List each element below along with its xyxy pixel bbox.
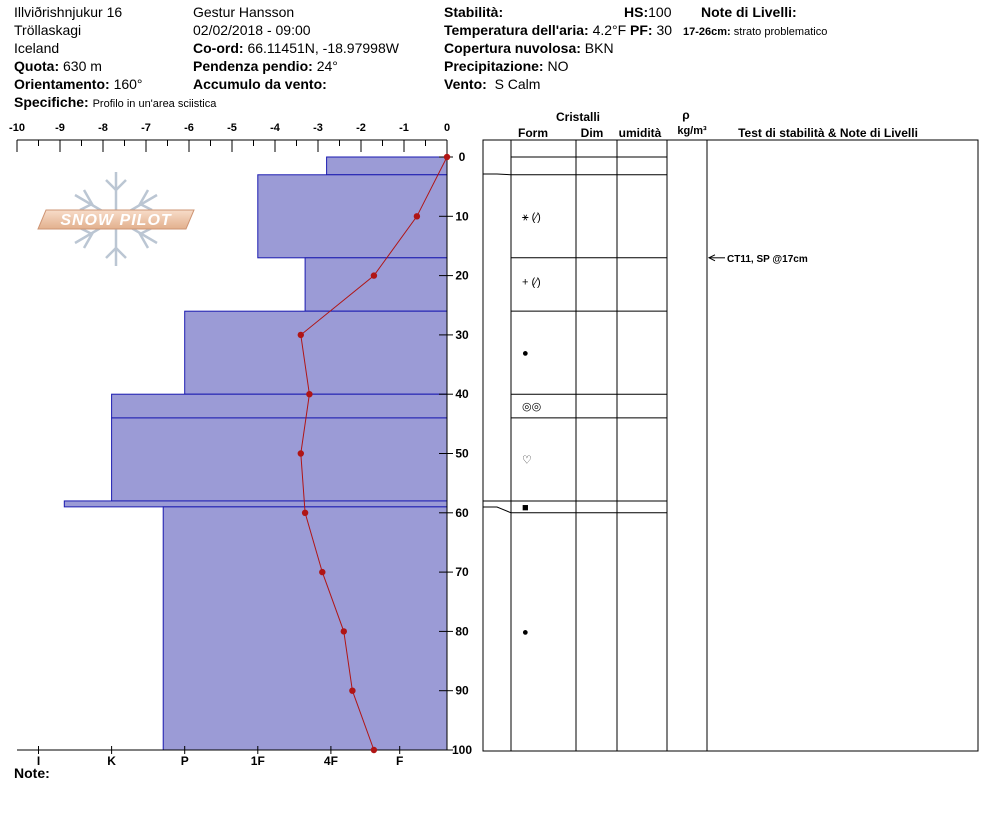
grain-form-symbol: ◎◎ — [522, 401, 542, 414]
hardness-layer-7 — [163, 507, 447, 750]
temperature-point — [298, 332, 304, 338]
temperature-tick-label: -4 — [270, 122, 280, 134]
layer-connector — [483, 507, 511, 513]
temperature-tick-label: 0 — [443, 122, 451, 134]
col-cristalli: Cristalli — [555, 110, 601, 124]
crystal-table-frame — [483, 140, 978, 751]
hardness-tick-label: 1F — [250, 754, 265, 768]
temperature-point — [414, 213, 420, 219]
layer-note-text: strato problematico — [733, 26, 828, 38]
col-rho: ρ — [682, 108, 690, 122]
specifiche-value: Profilo in un'area sciistica — [92, 98, 217, 110]
hardness-profile — [64, 157, 447, 750]
temperature-tick-label: -7 — [141, 122, 151, 134]
hardness-layer-5 — [112, 418, 447, 501]
temperature-point — [319, 569, 325, 575]
logo-text: SNOW PILOT — [60, 212, 172, 229]
hardness-layer-4 — [112, 394, 447, 418]
hardness-layer-0 — [327, 157, 447, 175]
hardness-tick-label: P — [180, 754, 189, 768]
temperature-point — [444, 154, 450, 160]
observer-datetime: 02/02/2018 - 09:00 — [193, 22, 311, 38]
quota-value: 630 m — [63, 58, 102, 74]
temperature-point — [298, 450, 304, 456]
depth-tick-label: 50 — [455, 446, 469, 461]
hardness-tick-label: K — [107, 754, 116, 768]
temperature-tick-label: -6 — [184, 122, 194, 134]
hardness-tick-label: F — [396, 754, 404, 768]
copertura-value: BKN — [584, 40, 614, 56]
specifiche-label: Specifiche: — [14, 94, 89, 110]
hardness-tick-label: 4F — [323, 754, 338, 768]
accumulo-label: Accumulo da vento: — [193, 76, 327, 92]
depth-tick-label: 100 — [451, 743, 473, 757]
pf-value: 30 — [656, 22, 673, 38]
temp-label: Temperatura dell'aria: — [444, 22, 589, 38]
temperature-axis — [9, 122, 450, 152]
col-umidita: umidità — [618, 126, 662, 140]
temperature-tick-label: -5 — [227, 122, 237, 134]
precip-label: Precipitazione: — [444, 58, 544, 74]
temperature-tick-label: -1 — [399, 122, 409, 134]
site-name: Illviðrishnjukur 16 — [14, 4, 123, 20]
col-form: Form — [518, 126, 548, 140]
orient-label: Orientamento: — [14, 76, 110, 92]
depth-tick-label: 80 — [455, 624, 469, 639]
temperature-point — [302, 510, 308, 516]
pf-label: PF: — [630, 22, 653, 38]
temperature-tick-label: -9 — [55, 122, 65, 134]
note-label: Note: — [14, 765, 50, 781]
pendenza-value: 24° — [316, 58, 338, 74]
coord-label: Co-ord: — [193, 40, 244, 56]
temperature-point — [371, 272, 377, 278]
quota-label: Quota: — [14, 58, 60, 74]
grain-form-symbol: ● — [522, 347, 529, 360]
depth-tick-label: 70 — [455, 565, 469, 580]
temperature-point — [306, 391, 312, 397]
grain-forms — [522, 211, 541, 638]
vento-value: S Calm — [494, 76, 541, 92]
layer-connector — [483, 174, 511, 175]
col-test: Test di stabilità & Note di Livelli — [738, 126, 918, 140]
hs-label: HS: — [624, 4, 649, 20]
snowpilot-logo — [38, 172, 194, 266]
stability-test-label: CT11, SP @17cm — [727, 253, 808, 265]
orient-value: 160° — [113, 76, 143, 92]
temperature-point — [349, 688, 355, 694]
grain-form-symbol: ■ — [522, 501, 529, 514]
pendenza-label: Pendenza pendio: — [193, 58, 313, 74]
grain-form-symbol: ● — [522, 626, 529, 639]
temperature-tick-label: -2 — [356, 122, 366, 134]
temperature-tick-label: -10 — [9, 122, 25, 134]
hardness-layer-2 — [305, 258, 447, 311]
depth-tick-label: 20 — [455, 268, 469, 283]
grain-form-symbol: ♡ — [522, 454, 532, 467]
grain-form-symbol: ⚹ (⁄) — [522, 211, 541, 224]
temperature-tick-label: -3 — [313, 122, 323, 134]
grain-form-symbol: + (⁄) — [522, 276, 541, 289]
site-country: Iceland — [14, 40, 60, 56]
copertura-label: Copertura nuvolosa: — [444, 40, 581, 56]
depth-tick-label: 90 — [455, 683, 469, 698]
hs-value: 100 — [648, 4, 672, 20]
observer-name: Gestur Hansson — [193, 4, 295, 20]
stabilita-label: Stabilità: — [444, 4, 504, 20]
hardness-tick-label: I — [36, 754, 41, 768]
temperature-tick-label: -8 — [98, 122, 108, 134]
site-area: Tröllaskagi — [14, 22, 82, 38]
layer-note-range: 17-26cm: — [683, 26, 731, 38]
stability-test-marker — [709, 254, 808, 265]
coord-value: 66.11451N, -18.97998W — [247, 40, 399, 56]
col-kgm3: kg/m³ — [677, 125, 707, 137]
depth-tick-label: 60 — [455, 505, 469, 520]
depth-tick-label: 0 — [458, 150, 466, 164]
depth-tick-label: 40 — [455, 387, 469, 402]
crystal-table — [483, 108, 978, 751]
temperature-point — [341, 628, 347, 634]
hardness-layer-6 — [64, 501, 447, 507]
temperature-point — [371, 747, 377, 753]
vento-label: Vento: — [444, 76, 487, 92]
col-dim: Dim — [580, 126, 604, 140]
precip-value: NO — [547, 58, 569, 74]
depth-tick-label: 30 — [455, 327, 469, 342]
hardness-layer-3 — [185, 311, 447, 394]
note-livelli-title: Note di Livelli: — [701, 4, 797, 20]
depth-tick-label: 10 — [455, 209, 469, 224]
temp-value: 4.2°F — [592, 22, 627, 38]
